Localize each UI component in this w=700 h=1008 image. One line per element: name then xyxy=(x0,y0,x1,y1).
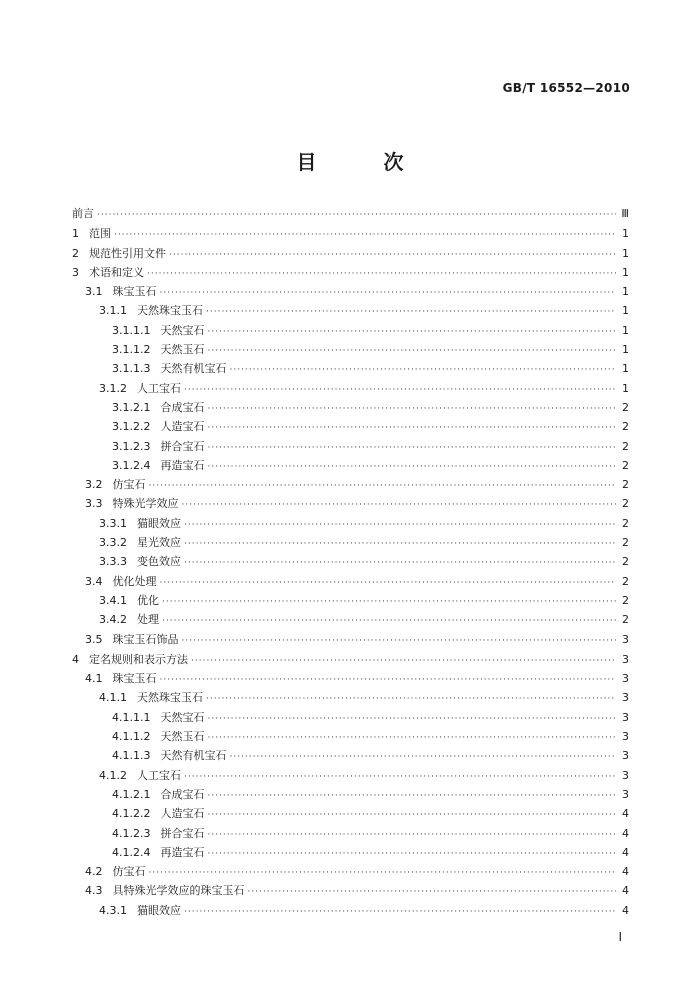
dot-leader xyxy=(207,710,616,729)
dot-leader xyxy=(182,632,617,651)
toc-entry[interactable] xyxy=(72,475,629,494)
toc-entry-page: 4 xyxy=(622,903,629,917)
toc-entry-page: 2 xyxy=(622,613,629,627)
dot-leader xyxy=(229,361,616,380)
toc-entry-number: 4.1.2.4 xyxy=(112,845,151,859)
standard-code: GB/T 16552—2010 xyxy=(502,81,630,95)
toc-entry-number: 3 xyxy=(72,265,79,279)
toc-entry-title: 天然珠宝玉石 xyxy=(137,304,203,318)
toc-entry-title: 天然珠宝玉石 xyxy=(137,691,203,705)
dot-leader xyxy=(162,612,616,631)
toc-entry-title: 特殊光学效应 xyxy=(112,497,179,511)
dot-leader xyxy=(207,845,616,864)
toc-entry-number: 4.1.1.1 xyxy=(112,710,151,724)
dot-leader xyxy=(182,496,617,515)
dot-leader xyxy=(207,729,616,748)
toc-entry-title: 再造宝石 xyxy=(160,458,205,472)
toc-entry-page: 4 xyxy=(622,845,629,859)
toc-entry[interactable] xyxy=(72,204,629,223)
toc-entry[interactable] xyxy=(72,340,629,359)
toc-entry-page: 2 xyxy=(622,574,629,588)
dot-leader xyxy=(160,284,617,303)
toc-entry-title: 具特殊光学效应的珠宝玉石 xyxy=(112,884,245,898)
toc-entry-page: 1 xyxy=(622,285,629,299)
dot-leader xyxy=(184,535,616,554)
toc-entry[interactable] xyxy=(72,224,629,243)
dot-leader xyxy=(160,671,617,690)
toc-entry[interactable] xyxy=(72,379,629,398)
toc-entry-page: 1 xyxy=(622,381,629,395)
dot-leader xyxy=(184,903,616,922)
toc-entry-page: 1 xyxy=(622,246,629,260)
toc-entry[interactable] xyxy=(72,804,629,823)
toc-entry[interactable] xyxy=(72,688,629,707)
toc-entry[interactable] xyxy=(72,746,629,765)
toc-entry[interactable] xyxy=(72,437,629,456)
toc-entry-number: 4.1.1 xyxy=(99,691,127,705)
dot-leader xyxy=(207,787,616,806)
toc-entry-number: 3.1 xyxy=(85,285,103,299)
toc-entry-page: 2 xyxy=(622,516,629,530)
toc-entry[interactable] xyxy=(72,727,629,746)
toc-entry[interactable] xyxy=(72,708,629,727)
toc-entry-number: 4.1.2 xyxy=(99,768,127,782)
toc-entry-title: 仿宝石 xyxy=(112,865,146,879)
toc-entry-number: 4.3 xyxy=(85,884,103,898)
toc-entry-number: 4.1.1.3 xyxy=(112,749,151,763)
toc-entry-title: 仿宝石 xyxy=(112,478,146,492)
toc-entry-title: 拼合宝石 xyxy=(160,826,205,840)
toc-entry-title: 星光效应 xyxy=(137,536,181,550)
toc-entry-title: 合成宝石 xyxy=(160,400,205,414)
toc-entry-page: 3 xyxy=(622,768,629,782)
toc-entry-page: 3 xyxy=(622,691,629,705)
toc-entry-title: 再造宝石 xyxy=(160,845,205,859)
dot-leader xyxy=(206,690,616,709)
toc-entry-number: 4.1.2.3 xyxy=(112,826,151,840)
toc-entry-title: 珠宝玉石 xyxy=(112,672,157,686)
toc-entry-title: 规范性引用文件 xyxy=(89,246,166,260)
toc-entry[interactable] xyxy=(72,321,629,340)
dot-leader xyxy=(114,226,616,245)
toc-entry[interactable] xyxy=(72,862,629,881)
toc-entry-number: 4.1.2.2 xyxy=(112,807,151,821)
toc-entry-page: 3 xyxy=(622,652,629,666)
toc-entry-page: 3 xyxy=(622,672,629,686)
toc-entry-page: 4 xyxy=(622,807,629,821)
toc-entry-title: 优化处理 xyxy=(112,574,157,588)
dot-leader xyxy=(229,748,616,767)
toc-entry-title: 天然宝石 xyxy=(160,323,205,337)
toc-entry[interactable] xyxy=(72,244,629,263)
toc-entry-title: 天然有机宝石 xyxy=(160,749,227,763)
toc-entry-page: 3 xyxy=(622,749,629,763)
toc-entry-number: 1 xyxy=(72,227,79,241)
toc-entry-page: 1 xyxy=(622,323,629,337)
toc-entry-page: 3 xyxy=(622,632,629,646)
toc-entry[interactable] xyxy=(72,417,629,436)
toc-entry-number: 3.1.2.3 xyxy=(112,439,151,453)
toc-entry-number: 3.4.1 xyxy=(99,593,127,607)
toc-entry[interactable] xyxy=(72,901,629,920)
toc-entry-number: 3.1.2.1 xyxy=(112,400,151,414)
toc-entry-page: 4 xyxy=(622,826,629,840)
dot-leader xyxy=(207,806,616,825)
toc-entry-number: 4.1 xyxy=(85,672,103,686)
table-of-contents xyxy=(72,204,629,920)
toc-entry-title: 前言 xyxy=(72,207,94,220)
toc-entry[interactable] xyxy=(72,669,629,688)
toc-entry-title: 猫眼效应 xyxy=(137,516,181,530)
dot-leader xyxy=(184,768,616,787)
toc-entry[interactable] xyxy=(72,630,629,649)
toc-entry-title: 范围 xyxy=(89,227,111,241)
toc-entry-page: 2 xyxy=(622,536,629,550)
toc-entry-number: 4.1.2.1 xyxy=(112,787,151,801)
dot-leader xyxy=(207,826,616,845)
dot-leader xyxy=(191,652,616,671)
toc-entry-page: 1 xyxy=(622,362,629,376)
toc-entry-number: 3.2 xyxy=(85,478,103,492)
dot-leader xyxy=(160,574,617,593)
toc-entry-page: 2 xyxy=(622,478,629,492)
toc-entry[interactable] xyxy=(72,766,629,785)
dot-leader xyxy=(248,883,617,902)
dot-leader xyxy=(162,593,616,612)
toc-entry-page: 1 xyxy=(622,265,629,279)
toc-entry-page: 3 xyxy=(622,787,629,801)
toc-entry-title: 合成宝石 xyxy=(160,787,205,801)
toc-entry-number: 3.1.2.4 xyxy=(112,458,151,472)
toc-entry-number: 4.1.1.2 xyxy=(112,730,151,744)
toc-entry[interactable] xyxy=(72,359,629,378)
toc-entry-page: 2 xyxy=(622,439,629,453)
toc-entry-title: 珠宝玉石 xyxy=(112,285,157,299)
toc-entry-number: 3.5 xyxy=(85,632,103,646)
toc-entry[interactable] xyxy=(72,591,629,610)
toc-entry-title: 术语和定义 xyxy=(89,265,144,279)
toc-entry-page: 2 xyxy=(622,420,629,434)
toc-entry-number: 3.1.1.1 xyxy=(112,323,151,337)
dot-leader xyxy=(207,323,616,342)
toc-entry-title: 人造宝石 xyxy=(160,807,205,821)
toc-entry-number: 4.2 xyxy=(85,865,103,879)
toc-entry-number: 3.3.3 xyxy=(99,555,127,569)
toc-entry[interactable] xyxy=(72,398,629,417)
page-title: 目 次 xyxy=(296,150,434,174)
toc-entry[interactable] xyxy=(72,824,629,843)
toc-entry-title: 天然有机宝石 xyxy=(160,362,227,376)
toc-entry-title: 拼合宝石 xyxy=(160,439,205,453)
toc-entry-page: 1 xyxy=(622,343,629,357)
toc-entry[interactable] xyxy=(72,282,629,301)
toc-entry[interactable] xyxy=(72,881,629,900)
toc-entry-title: 珠宝玉石饰品 xyxy=(112,632,179,646)
dot-leader xyxy=(149,477,617,496)
toc-entry[interactable] xyxy=(72,572,629,591)
toc-entry-number: 3.1.1.2 xyxy=(112,343,151,357)
toc-entry[interactable] xyxy=(72,552,629,571)
dot-leader xyxy=(184,381,616,400)
toc-entry-page: 1 xyxy=(622,227,629,241)
toc-entry-title: 猫眼效应 xyxy=(137,903,181,917)
toc-entry-page: 2 xyxy=(622,593,629,607)
toc-entry-title: 人造宝石 xyxy=(160,420,205,434)
dot-leader xyxy=(206,303,616,322)
toc-entry[interactable] xyxy=(72,610,629,629)
toc-entry-page: 2 xyxy=(622,458,629,472)
toc-entry[interactable] xyxy=(72,494,629,513)
dot-leader xyxy=(169,246,616,265)
toc-entry-title: 人工宝石 xyxy=(137,768,181,782)
toc-entry-number: 3.3.1 xyxy=(99,516,127,530)
toc-entry-number: 3.3.2 xyxy=(99,536,127,550)
toc-entry-number: 3.1.2.2 xyxy=(112,420,151,434)
dot-leader xyxy=(207,400,616,419)
toc-entry[interactable] xyxy=(72,456,629,475)
toc-entry-number: 3.3 xyxy=(85,497,103,511)
toc-entry-number: 3.1.2 xyxy=(99,381,127,395)
toc-entry[interactable] xyxy=(72,785,629,804)
dot-leader xyxy=(184,516,616,535)
toc-entry[interactable] xyxy=(72,301,629,320)
dot-leader xyxy=(184,554,616,573)
toc-entry-number: 3.4.2 xyxy=(99,613,127,627)
toc-entry-number: 3.1.1 xyxy=(99,304,127,318)
toc-entry-title: 天然玉石 xyxy=(160,343,205,357)
dot-leader xyxy=(207,419,616,438)
page-number: I xyxy=(618,930,622,944)
toc-entry[interactable] xyxy=(72,650,629,669)
toc-entry[interactable] xyxy=(72,533,629,552)
toc-entry-number: 2 xyxy=(72,246,79,260)
toc-entry-title: 定名规则和表示方法 xyxy=(89,652,188,666)
toc-entry-page: 4 xyxy=(622,884,629,898)
toc-entry-page: 1 xyxy=(622,304,629,318)
toc-entry-number: 3.1.1.3 xyxy=(112,362,151,376)
dot-leader xyxy=(207,439,616,458)
dot-leader xyxy=(147,265,616,284)
toc-entry-title: 优化 xyxy=(137,593,159,607)
toc-entry-page: Ⅲ xyxy=(621,207,629,220)
toc-entry-number: 4.3.1 xyxy=(99,903,127,917)
toc-entry-page: 4 xyxy=(622,865,629,879)
toc-entry-title: 人工宝石 xyxy=(137,381,181,395)
toc-entry-title: 处理 xyxy=(137,613,159,627)
toc-entry[interactable] xyxy=(72,514,629,533)
dot-leader xyxy=(207,342,616,361)
toc-entry-title: 天然玉石 xyxy=(160,730,205,744)
dot-leader xyxy=(97,206,616,225)
toc-entry-number: 3.4 xyxy=(85,574,103,588)
toc-entry[interactable] xyxy=(72,843,629,862)
dot-leader xyxy=(207,458,616,477)
toc-entry-page: 3 xyxy=(622,710,629,724)
toc-entry-number: 4 xyxy=(72,652,79,666)
toc-entry-page: 2 xyxy=(622,555,629,569)
toc-entry-page: 2 xyxy=(622,400,629,414)
toc-entry-page: 3 xyxy=(622,730,629,744)
toc-entry[interactable] xyxy=(72,263,629,282)
toc-entry-page: 2 xyxy=(622,497,629,511)
toc-entry-title: 天然宝石 xyxy=(160,710,205,724)
toc-entry-title: 变色效应 xyxy=(137,555,181,569)
